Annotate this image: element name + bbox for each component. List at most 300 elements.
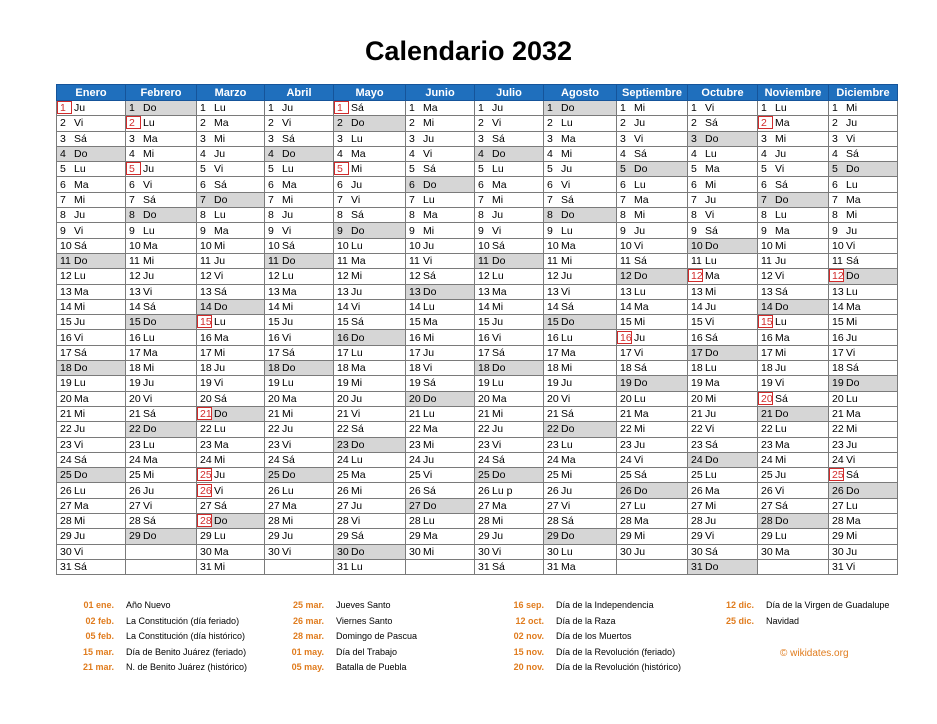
day-number: 3 bbox=[337, 132, 343, 145]
month-header: Noviembre bbox=[758, 85, 829, 101]
day-cell bbox=[617, 238, 688, 253]
day-row bbox=[57, 544, 898, 559]
weekday-label: Vi bbox=[846, 346, 856, 359]
weekday-label: Sá bbox=[705, 545, 718, 558]
day-number: 16 bbox=[617, 331, 632, 344]
day-number: 3 bbox=[691, 132, 697, 145]
day-cell bbox=[617, 468, 688, 483]
weekday-label: Sá bbox=[705, 331, 718, 344]
weekday-label: Sá bbox=[143, 193, 156, 206]
day-number: 10 bbox=[200, 239, 212, 252]
day-cell bbox=[334, 330, 406, 345]
day-number: 5 bbox=[268, 163, 274, 176]
day-number: 10 bbox=[478, 239, 490, 252]
day-number: 21 bbox=[478, 408, 490, 421]
day-cell bbox=[688, 376, 758, 391]
day-cell bbox=[475, 116, 544, 131]
day-number: 3 bbox=[268, 132, 274, 145]
weekday-label: Do bbox=[634, 484, 648, 497]
day-cell bbox=[544, 162, 617, 177]
day-cell bbox=[265, 177, 334, 192]
day-row bbox=[57, 330, 898, 345]
day-number: 1 bbox=[268, 102, 274, 115]
weekday-label: Vi bbox=[634, 346, 644, 359]
day-cell bbox=[544, 253, 617, 268]
weekday-label: Sá bbox=[492, 561, 505, 574]
year-calendar-grid bbox=[56, 84, 898, 575]
weekday-label: Ju bbox=[775, 362, 787, 375]
holiday-name: Día del Trabajo bbox=[336, 646, 398, 657]
holiday-item bbox=[486, 660, 681, 676]
weekday-label: Ju bbox=[74, 423, 86, 436]
day-number: 14 bbox=[337, 301, 349, 313]
weekday-label: Mi bbox=[74, 301, 86, 313]
weekday-label: Sá bbox=[74, 453, 87, 466]
day-number: 13 bbox=[832, 285, 844, 298]
weekday-label: Mi bbox=[775, 239, 787, 252]
weekday-label: Vi bbox=[492, 545, 502, 558]
day-cell bbox=[57, 498, 126, 513]
day-cell bbox=[688, 391, 758, 406]
weekday-label: Vi bbox=[705, 423, 715, 436]
holiday-date: 21 mar. bbox=[82, 662, 114, 672]
weekday-label: Mi bbox=[143, 148, 155, 161]
day-number: 20 bbox=[478, 392, 490, 405]
day-cell bbox=[197, 146, 265, 161]
day-number: 30 bbox=[547, 545, 559, 558]
day-number: 16 bbox=[832, 331, 844, 344]
day-number: 14 bbox=[268, 301, 280, 313]
day-cell bbox=[829, 238, 898, 253]
day-cell bbox=[265, 452, 334, 467]
day-cell bbox=[126, 177, 197, 192]
day-cell bbox=[57, 208, 126, 223]
weekday-label: Ju bbox=[775, 469, 787, 482]
day-cell bbox=[406, 514, 475, 529]
weekday-label: Do bbox=[214, 408, 228, 421]
holiday-item bbox=[56, 645, 247, 661]
weekday-label: Lu bbox=[634, 285, 646, 298]
day-cell bbox=[829, 269, 898, 284]
weekday-label: Do bbox=[846, 484, 860, 497]
weekday-label: Vi bbox=[634, 132, 644, 145]
day-cell bbox=[829, 253, 898, 268]
day-number: 12 bbox=[268, 270, 280, 283]
day-cell bbox=[406, 192, 475, 207]
weekday-label: Sá bbox=[74, 561, 87, 574]
day-cell bbox=[57, 452, 126, 467]
weekday-label: Vi bbox=[775, 377, 785, 390]
weekday-label: Do bbox=[705, 239, 719, 252]
weekday-label: Sá bbox=[282, 239, 295, 252]
day-cell bbox=[265, 406, 334, 421]
day-cell bbox=[197, 162, 265, 177]
holiday-name: La Constitución (día feriado) bbox=[126, 615, 240, 626]
weekday-label: Ma bbox=[561, 346, 576, 359]
weekday-label: Lu bbox=[492, 270, 504, 283]
day-number: 17 bbox=[200, 346, 212, 359]
weekday-label: Lu bbox=[492, 377, 504, 390]
day-number: 3 bbox=[409, 132, 415, 145]
day-cell bbox=[265, 330, 334, 345]
weekday-label: Lu bbox=[143, 117, 155, 130]
holiday-name: Día de la Independencia bbox=[556, 600, 654, 610]
day-cell bbox=[758, 299, 829, 314]
day-cell bbox=[126, 284, 197, 299]
day-number: 15 bbox=[832, 316, 844, 329]
day-number: 14 bbox=[832, 301, 844, 313]
day-cell bbox=[334, 406, 406, 421]
day-number: 29 bbox=[832, 530, 844, 543]
day-number: 4 bbox=[761, 148, 767, 161]
day-cell bbox=[265, 345, 334, 360]
day-cell bbox=[829, 192, 898, 207]
day-cell bbox=[617, 208, 688, 223]
weekday-label: Lu bbox=[351, 346, 363, 359]
day-number: 30 bbox=[337, 545, 349, 558]
weekday-label: Ju bbox=[143, 484, 155, 497]
weekday-label: Vi bbox=[214, 270, 224, 283]
weekday-label: Ma bbox=[705, 377, 720, 390]
holiday-name: Domingo de Pascua bbox=[336, 631, 418, 641]
day-number: 22 bbox=[200, 423, 212, 436]
day-number: 27 bbox=[268, 499, 280, 512]
day-number: 16 bbox=[200, 331, 212, 344]
day-number: 16 bbox=[691, 331, 703, 344]
day-row bbox=[57, 529, 898, 544]
day-cell bbox=[406, 253, 475, 268]
weekday-label: Lu bbox=[214, 102, 226, 115]
weekday-label: Lu bbox=[143, 224, 155, 237]
day-cell bbox=[758, 315, 829, 330]
weekday-label: Sá bbox=[423, 484, 436, 497]
day-number: 2 bbox=[409, 117, 415, 130]
day-cell bbox=[197, 192, 265, 207]
day-number: 27 bbox=[200, 499, 212, 512]
day-cell bbox=[57, 162, 126, 177]
day-number: 15 bbox=[197, 315, 212, 328]
day-cell bbox=[57, 529, 126, 544]
day-number: 1 bbox=[409, 102, 415, 115]
day-cell bbox=[544, 468, 617, 483]
weekday-label: Mi bbox=[846, 530, 858, 543]
day-number: 25 bbox=[129, 469, 141, 482]
weekday-label: Mi bbox=[143, 362, 155, 375]
day-number: 11 bbox=[478, 255, 489, 268]
day-number: 8 bbox=[409, 209, 415, 222]
weekday-label: Do bbox=[282, 362, 296, 375]
day-cell bbox=[334, 452, 406, 467]
weekday-label: Ma bbox=[423, 209, 438, 222]
day-number: 31 bbox=[200, 561, 212, 574]
day-number: 27 bbox=[337, 499, 349, 512]
day-number: 28 bbox=[409, 515, 421, 528]
day-cell bbox=[406, 238, 475, 253]
holiday-column bbox=[56, 598, 247, 676]
day-number: 11 bbox=[620, 255, 631, 268]
day-number: 6 bbox=[409, 178, 415, 191]
day-cell bbox=[829, 498, 898, 513]
day-number: 8 bbox=[832, 209, 838, 222]
weekday-label: Lu bbox=[351, 561, 363, 574]
weekday-label: Vi bbox=[143, 499, 153, 512]
weekday-label: Do bbox=[423, 392, 437, 405]
day-cell bbox=[57, 361, 126, 376]
weekday-label: Vi bbox=[846, 239, 856, 252]
day-row bbox=[57, 452, 898, 467]
day-cell bbox=[617, 498, 688, 513]
day-cell bbox=[265, 437, 334, 452]
day-cell bbox=[829, 483, 898, 498]
day-cell bbox=[334, 559, 406, 574]
weekday-label: Mi bbox=[423, 331, 435, 344]
day-cell bbox=[57, 116, 126, 131]
day-number: 29 bbox=[478, 530, 490, 543]
day-number: 24 bbox=[761, 453, 773, 466]
weekday-label: Sá bbox=[775, 285, 788, 298]
day-number: 25 bbox=[761, 469, 773, 482]
day-cell bbox=[126, 437, 197, 452]
day-cell bbox=[829, 452, 898, 467]
weekday-label: Vi bbox=[492, 331, 502, 344]
holiday-item bbox=[266, 614, 417, 630]
weekday-label: Mi bbox=[561, 255, 573, 268]
day-cell bbox=[475, 345, 544, 360]
day-cell bbox=[617, 131, 688, 146]
weekday-label: Lu bbox=[705, 148, 717, 161]
day-number: 20 bbox=[337, 392, 349, 405]
day-number: 21 bbox=[547, 408, 559, 421]
weekday-label: Ma bbox=[351, 148, 366, 161]
day-cell bbox=[126, 376, 197, 391]
day-number: 7 bbox=[268, 193, 274, 206]
holiday-item bbox=[486, 629, 681, 645]
day-cell bbox=[406, 162, 475, 177]
day-number: 13 bbox=[200, 285, 212, 298]
weekday-label: Vi bbox=[492, 224, 502, 237]
day-number: 27 bbox=[761, 499, 773, 512]
holiday-name: Viernes Santo bbox=[336, 615, 393, 626]
day-number: 21 bbox=[337, 408, 349, 421]
day-number: 25 bbox=[547, 469, 559, 482]
weekday-label: Lu bbox=[846, 178, 858, 191]
weekday-label: Ju bbox=[423, 453, 435, 466]
weekday-label: Lu bbox=[634, 499, 646, 512]
weekday-label: Do bbox=[282, 255, 296, 268]
day-cell bbox=[617, 376, 688, 391]
day-number: 16 bbox=[337, 331, 349, 344]
day-number: 19 bbox=[129, 377, 141, 390]
holiday-date: 12 dic. bbox=[725, 600, 754, 610]
day-cell bbox=[758, 238, 829, 253]
weekday-label: Do bbox=[143, 102, 157, 115]
day-cell bbox=[829, 315, 898, 330]
day-number: 11 bbox=[268, 255, 279, 268]
day-number: 18 bbox=[620, 362, 632, 375]
weekday-label: Lu bbox=[634, 178, 646, 191]
day-number: 16 bbox=[478, 331, 490, 344]
weekday-label: Do bbox=[282, 148, 296, 161]
day-number: 25 bbox=[478, 469, 490, 482]
day-number: 7 bbox=[409, 193, 415, 206]
day-cell bbox=[126, 345, 197, 360]
weekday-label: Do bbox=[74, 148, 88, 161]
day-number: 18 bbox=[129, 362, 141, 375]
day-cell bbox=[688, 223, 758, 238]
day-number: 2 bbox=[126, 116, 141, 129]
day-cell bbox=[829, 208, 898, 223]
day-cell bbox=[688, 208, 758, 223]
weekday-label: Do bbox=[143, 316, 157, 329]
weekday-label: Vi bbox=[74, 224, 84, 237]
weekday-label: Vi bbox=[282, 331, 292, 344]
day-cell bbox=[57, 269, 126, 284]
day-number: 28 bbox=[60, 515, 72, 528]
day-number: 11 bbox=[129, 255, 140, 268]
weekday-label: Ju bbox=[561, 377, 573, 390]
day-number: 20 bbox=[129, 392, 141, 405]
weekday-label: Ju bbox=[634, 117, 646, 130]
day-number: 31 bbox=[478, 561, 490, 574]
source-credit[interactable]: © wikidates.org bbox=[780, 648, 849, 659]
day-cell bbox=[758, 162, 829, 177]
weekday-label: Do bbox=[351, 438, 365, 451]
day-number: 30 bbox=[832, 545, 844, 558]
day-cell bbox=[126, 514, 197, 529]
day-number: 8 bbox=[60, 209, 66, 222]
day-cell bbox=[265, 361, 334, 376]
day-cell bbox=[197, 223, 265, 238]
day-row bbox=[57, 437, 898, 452]
weekday-label: Sá bbox=[214, 392, 227, 405]
day-number: 12 bbox=[620, 270, 632, 283]
weekday-label: Sá bbox=[775, 178, 788, 191]
day-number: 18 bbox=[547, 362, 559, 375]
day-number: 25 bbox=[691, 469, 703, 482]
day-number: 3 bbox=[620, 132, 626, 145]
day-number: 3 bbox=[478, 132, 484, 145]
weekday-label: Vi bbox=[846, 453, 856, 466]
weekday-label: Lu bbox=[561, 545, 573, 558]
day-number: 1 bbox=[57, 101, 72, 114]
day-number: 28 bbox=[197, 514, 212, 527]
holiday-name: Jueves Santo bbox=[336, 600, 391, 610]
day-number: 7 bbox=[761, 193, 767, 206]
weekday-label: Ma bbox=[492, 178, 507, 191]
day-number: 17 bbox=[337, 346, 349, 359]
day-cell bbox=[617, 223, 688, 238]
weekday-label: Vi bbox=[351, 193, 361, 206]
day-cell bbox=[544, 315, 617, 330]
day-number: 23 bbox=[620, 438, 632, 451]
day-number: 25 bbox=[409, 469, 421, 482]
day-number: 2 bbox=[337, 117, 343, 130]
day-cell bbox=[406, 437, 475, 452]
day-cell bbox=[617, 315, 688, 330]
weekday-label: Mi bbox=[492, 301, 504, 313]
day-cell bbox=[475, 299, 544, 314]
day-cell bbox=[758, 452, 829, 467]
weekday-label: Ma bbox=[74, 178, 89, 191]
day-cell bbox=[197, 253, 265, 268]
day-number: 10 bbox=[761, 239, 773, 252]
day-number: 8 bbox=[129, 209, 135, 222]
day-number: 30 bbox=[268, 545, 280, 558]
day-number: 14 bbox=[200, 301, 212, 313]
weekday-label: Ma bbox=[351, 255, 366, 268]
day-number: 25 bbox=[337, 469, 349, 482]
day-number: 17 bbox=[761, 346, 773, 359]
weekday-label: Ma bbox=[492, 285, 507, 298]
day-cell bbox=[197, 559, 265, 574]
day-number: 5 bbox=[60, 163, 66, 176]
day-number: 27 bbox=[832, 499, 844, 512]
holiday-item bbox=[266, 645, 417, 661]
day-row bbox=[57, 315, 898, 330]
day-cell bbox=[688, 498, 758, 513]
weekday-label: Vi bbox=[214, 484, 224, 497]
day-number: 10 bbox=[60, 239, 72, 252]
day-number: 22 bbox=[129, 423, 141, 436]
day-cell bbox=[334, 269, 406, 284]
day-cell bbox=[617, 284, 688, 299]
weekday-label: Ma bbox=[143, 239, 158, 252]
weekday-label: Sá bbox=[282, 453, 295, 466]
weekday-label: Lu bbox=[351, 132, 363, 145]
weekday-label: Mi bbox=[282, 193, 294, 206]
weekday-label: Mi bbox=[214, 132, 226, 145]
day-number: 14 bbox=[620, 301, 632, 313]
day-number: 29 bbox=[761, 530, 773, 543]
weekday-label: Lu bbox=[282, 270, 294, 283]
weekday-label: Mi bbox=[282, 301, 294, 313]
weekday-label: Ju bbox=[214, 255, 226, 268]
day-cell bbox=[197, 315, 265, 330]
day-number: 17 bbox=[832, 346, 844, 359]
day-cell bbox=[829, 299, 898, 314]
day-number: 4 bbox=[691, 148, 697, 161]
day-number: 30 bbox=[620, 545, 632, 558]
day-cell bbox=[57, 391, 126, 406]
weekday-label: Do bbox=[74, 469, 88, 482]
day-number: 11 bbox=[832, 255, 843, 268]
day-cell bbox=[197, 299, 265, 314]
day-cell bbox=[688, 192, 758, 207]
weekday-label: Vi bbox=[634, 453, 644, 466]
weekday-label: Sá bbox=[634, 255, 647, 268]
day-number: 21 bbox=[409, 408, 421, 421]
calendar-body bbox=[57, 101, 898, 575]
day-number: 14 bbox=[129, 301, 141, 313]
day-cell bbox=[617, 330, 688, 345]
weekday-label: Do bbox=[492, 469, 506, 482]
weekday-label: Lu bbox=[214, 530, 226, 543]
day-cell bbox=[544, 208, 617, 223]
day-cell bbox=[544, 146, 617, 161]
day-cell bbox=[475, 437, 544, 452]
day-cell bbox=[688, 315, 758, 330]
day-cell bbox=[57, 422, 126, 437]
weekday-label: Vi bbox=[143, 392, 153, 405]
weekday-label: Ma bbox=[143, 453, 158, 466]
day-cell bbox=[57, 544, 126, 559]
day-number: 29 bbox=[409, 530, 421, 543]
weekday-label: Ju bbox=[282, 209, 294, 222]
day-number: 15 bbox=[620, 316, 632, 329]
day-cell bbox=[758, 177, 829, 192]
day-cell bbox=[829, 101, 898, 116]
day-cell bbox=[334, 253, 406, 268]
